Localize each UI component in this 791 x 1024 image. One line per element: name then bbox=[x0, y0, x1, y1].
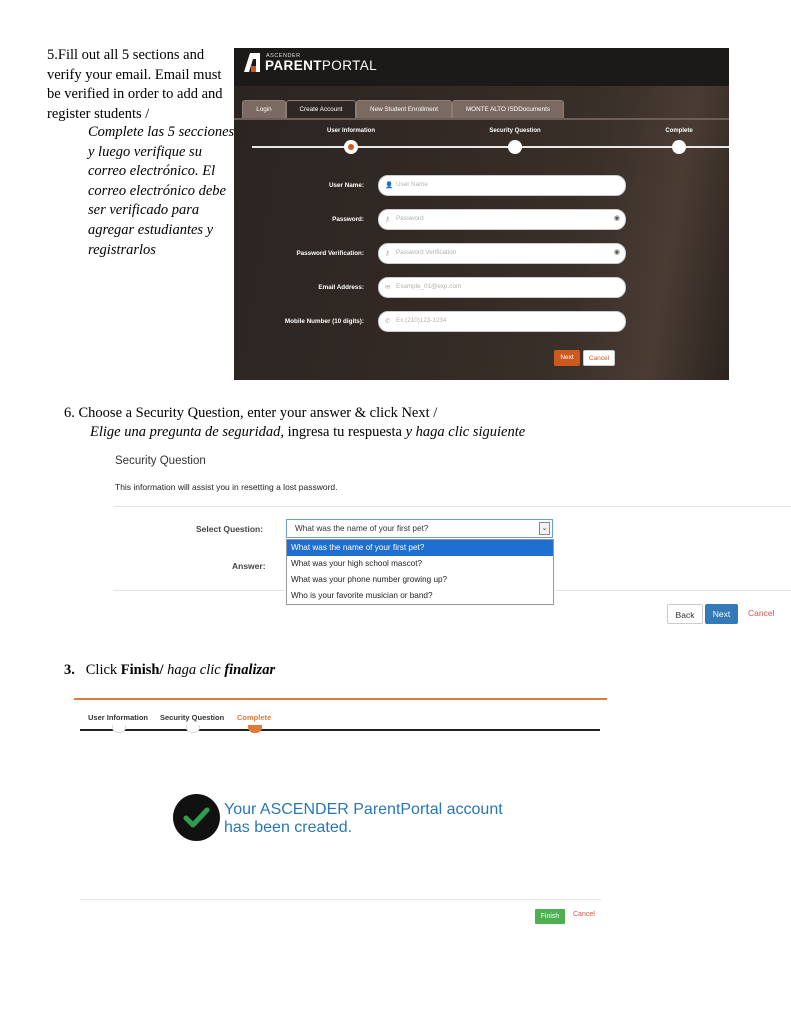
step-label-complete: Complete bbox=[237, 713, 272, 722]
finish-button[interactable]: Finish bbox=[535, 909, 565, 924]
step-marker-current bbox=[344, 140, 358, 154]
finish-instruction: 3. Click Finish/ haga clic finalizar bbox=[64, 662, 276, 678]
email-input[interactable] bbox=[378, 277, 626, 298]
select-question-label: Select Question: bbox=[196, 524, 264, 534]
step5-instruction-english: 5.Fill out all 5 sections and verify your email. Email must be verified in order to add and register students / bbox=[47, 47, 223, 122]
step-marker bbox=[112, 725, 126, 733]
field-label-password-verification: Password Verification: bbox=[296, 250, 364, 257]
back-button[interactable]: Back bbox=[667, 604, 703, 624]
phone-icon: ✆ bbox=[385, 318, 391, 325]
tab-login[interactable]: Login bbox=[242, 100, 286, 119]
divider bbox=[80, 899, 601, 900]
tab-new-student-enrollment[interactable]: New Student Enrollment bbox=[356, 100, 452, 119]
question-option[interactable]: Who is your favorite musician or band? bbox=[291, 591, 433, 600]
logo-parentportal-text: PARENTPORTAL bbox=[265, 58, 378, 73]
question-option[interactable]: What was your high school mascot? bbox=[291, 559, 423, 568]
progress-track bbox=[252, 146, 729, 148]
question-option[interactable]: What was the name of your first pet? bbox=[287, 540, 553, 556]
password-verification-input[interactable] bbox=[378, 243, 626, 264]
step-label-user-information: User Information bbox=[326, 128, 375, 134]
step-label-security-question: Security Question bbox=[160, 713, 225, 722]
tab-district-documents[interactable]: MONTE ALTO ISDDocuments bbox=[452, 100, 564, 119]
step-marker bbox=[672, 140, 686, 154]
cancel-link[interactable]: Cancel bbox=[748, 608, 775, 618]
show-password-eye-icon[interactable]: ◉ bbox=[613, 215, 620, 222]
mobile-number-input[interactable] bbox=[378, 311, 626, 332]
create-account-screenshot bbox=[234, 48, 729, 380]
step-label-security-question: Security Question bbox=[489, 128, 541, 134]
ascender-logo-icon bbox=[244, 53, 260, 72]
input-placeholder: Password bbox=[396, 215, 424, 222]
key-icon: ⚷ bbox=[385, 216, 390, 223]
cancel-button[interactable]: Cancel bbox=[583, 350, 615, 366]
success-check-icon bbox=[173, 794, 220, 841]
tab-divider bbox=[234, 118, 729, 120]
selected-question: What was the name of your first pet? bbox=[295, 524, 429, 533]
input-placeholder: Password Verification bbox=[396, 249, 457, 256]
next-button[interactable]: Next bbox=[705, 604, 738, 624]
show-password-eye-icon[interactable]: ◉ bbox=[613, 249, 620, 256]
field-label-user-name: User Name: bbox=[329, 182, 364, 189]
step-marker bbox=[508, 140, 522, 154]
field-label-mobile: Mobile Number (10 digits): bbox=[284, 318, 364, 325]
security-question-dropdown bbox=[286, 539, 554, 605]
step-label-complete: Complete bbox=[665, 128, 693, 134]
security-question-title: Security Question bbox=[115, 455, 206, 467]
divider bbox=[113, 506, 791, 507]
step-marker bbox=[186, 725, 200, 733]
user-name-input[interactable] bbox=[378, 175, 626, 196]
cancel-link[interactable]: Cancel bbox=[573, 911, 595, 918]
field-label-password: Password: bbox=[332, 216, 364, 223]
user-icon: 👤 bbox=[385, 182, 394, 189]
progress-track bbox=[80, 729, 600, 731]
chevron-down-icon[interactable]: ⌄ bbox=[539, 522, 550, 535]
step-label-user-information: User Information bbox=[88, 713, 149, 722]
envelope-icon: ✉ bbox=[385, 284, 391, 291]
input-placeholder: Ex.(210)123-1234 bbox=[396, 317, 447, 324]
security-question-select[interactable] bbox=[286, 519, 553, 538]
security-question-info: This information will assist you in resetting a lost password. bbox=[115, 482, 338, 492]
key-icon: ⚷ bbox=[385, 250, 390, 257]
next-button[interactable]: Next bbox=[554, 350, 580, 366]
divider bbox=[555, 590, 791, 591]
field-label-email: Email Address: bbox=[318, 284, 364, 291]
finish-panel-top-border bbox=[74, 698, 607, 700]
answer-label: Answer: bbox=[232, 561, 266, 571]
tab-create-account[interactable]: Create Account bbox=[286, 100, 356, 119]
divider bbox=[113, 590, 285, 591]
step-marker-current bbox=[248, 725, 262, 733]
portal-header bbox=[234, 48, 729, 86]
success-message: Your ASCENDER ParentPortal account has been created. bbox=[224, 801, 503, 836]
password-input[interactable] bbox=[378, 209, 626, 230]
question-option[interactable]: What was your phone number growing up? bbox=[291, 575, 448, 584]
input-placeholder: User Name bbox=[396, 181, 428, 188]
step6-instruction-english: 6. Choose a Security Question, enter your answer & click Next / bbox=[64, 405, 438, 421]
logo-ascender-text: ASCENDER bbox=[266, 53, 301, 59]
input-placeholder: Example_01@exp.com bbox=[396, 283, 462, 290]
step5-instruction-spanish: Complete las 5 secciones y luego verifique su correo electrónico. El correo electrónico debe ser verificado para agregar estudiantes y registrarlos bbox=[88, 124, 235, 258]
step6-instruction-spanish: Elige una pregunta de seguridad, ingresa tu respuesta y haga clic siguiente bbox=[90, 424, 526, 440]
